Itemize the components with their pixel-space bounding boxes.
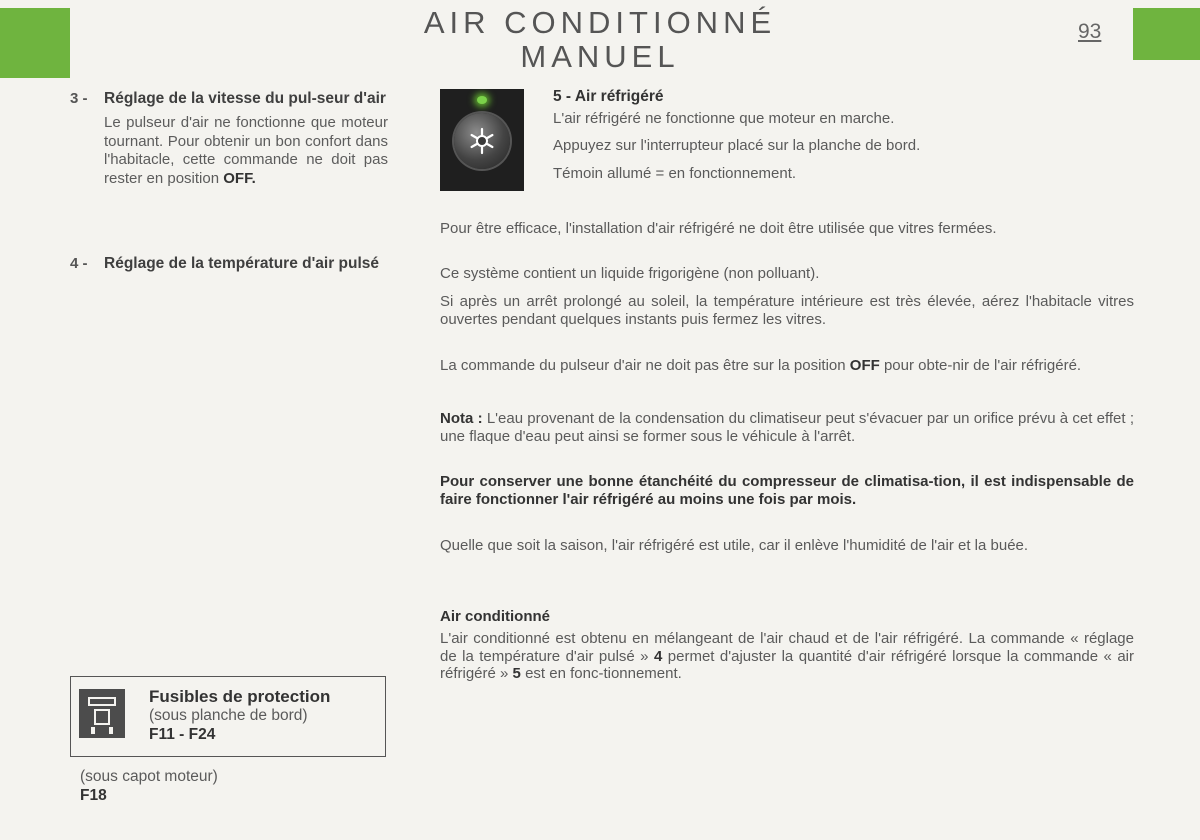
fuse-codes: F11 - F24 <box>149 726 216 743</box>
paragraph-4-text: La commande du pulseur d'air ne doit pas être sur la position <box>440 357 846 374</box>
fuse-location: (sous planche de bord) <box>149 707 308 724</box>
page-number: 93 <box>1078 20 1102 43</box>
fuse-codes: F18 <box>80 787 107 804</box>
paragraph-4-bold: OFF <box>849 357 880 374</box>
ac-button-photo <box>440 89 524 191</box>
item-4 <box>70 255 388 273</box>
paragraph-5: Quelle que soit la saison, l'air réfrigéré est utile, car il enlève l'humidité de l'air et la buée. <box>440 537 1029 554</box>
item-body-text: Le pulseur d'air ne fonctionne que moteur tournant. Pour obtenir un bon confort dans l'habitacle, cette commande ne doit pas rester en position <box>104 114 388 187</box>
section-5 <box>553 88 1113 182</box>
fuse-box <box>70 676 386 757</box>
section-5-line: L'air réfrigéré ne fonctionne que moteur en marche. <box>553 109 895 127</box>
section-5-line: Témoin allumé = en fonctionnement. <box>553 164 797 182</box>
title-line-1: AIR CONDITIONNÉ <box>423 5 777 40</box>
item-number: 4 - <box>70 255 88 272</box>
item-body-bold: OFF. <box>223 169 256 187</box>
item-body <box>104 114 388 188</box>
item-heading: Réglage de la température d'air pulsé <box>104 255 380 272</box>
section-5-line: Appuyez sur l'interrupteur placé sur la planche de bord. <box>553 137 921 154</box>
green-tab-right <box>1133 8 1200 60</box>
ac-heading: Air conditionné <box>440 608 550 625</box>
nota-paragraph <box>440 410 1134 445</box>
nota-text: L'eau provenant de la condensation du climatiseur peut s'évacuer par un orifice prévu à cet effet ; une flaque d'eau peut ainsi se former sous le véhicule à l'arrêt. <box>440 410 1134 445</box>
snowflake-icon <box>468 127 496 155</box>
item-number: 3 - <box>70 90 88 107</box>
title-line-2: MANUEL <box>520 39 680 74</box>
ac-paragraph <box>440 630 1134 683</box>
fuse-location: (sous capot moteur) <box>80 768 218 785</box>
item-3 <box>70 90 388 188</box>
fuse-icon <box>79 689 125 738</box>
ac-button <box>454 113 510 169</box>
ac-number: 5 <box>512 665 521 682</box>
paragraph-1: Pour être efficace, l'installation d'air réfrigéré ne doit être utilisée que vitres fermées. <box>440 220 997 237</box>
green-tab-left <box>0 8 70 78</box>
paragraph-4-text: pour obte-nir de l'air réfrigéré. <box>883 357 1082 374</box>
fuse-under-hood <box>80 767 218 805</box>
warning-paragraph: Pour conserver une bonne étanchéité du compresseur de climatisa-tion, il est indispensable de faire fonctionner l'air réfrigéré au moins une fois par mois. <box>440 473 1134 508</box>
fuse-info <box>149 687 330 744</box>
fuse-title: Fusibles de protection <box>149 687 331 706</box>
paragraph-2: Ce système contient un liquide frigorigène (non polluant). <box>440 265 820 282</box>
ac-text: L'air conditionné est obtenu en mélangeant de l'air chaud et de l'air réfrigéré. La commande « réglage de la température d'air pulsé » <box>440 630 1134 665</box>
section-5-heading: 5 - Air réfrigéré <box>553 88 664 105</box>
item-heading: Réglage de la vitesse du pul-seur d'air <box>104 90 386 107</box>
nota-label: Nota : <box>440 410 483 427</box>
paragraph-3: Si après un arrêt prolongé au soleil, la température intérieure est très élevée, aérez l'habitacle vitres ouvertes pendant quelques instants puis fermez les vitres. <box>440 293 1134 328</box>
ac-text: est en fonc-tionnement. <box>525 665 682 682</box>
ac-number: 4 <box>653 647 663 665</box>
ac-text: permet d'ajuster la quantité d'air réfrigéré lorsque la commande « air réfrigéré » <box>440 647 1134 682</box>
page-title <box>360 6 840 74</box>
paragraph-4 <box>440 357 1134 375</box>
indicator-light <box>477 96 487 104</box>
